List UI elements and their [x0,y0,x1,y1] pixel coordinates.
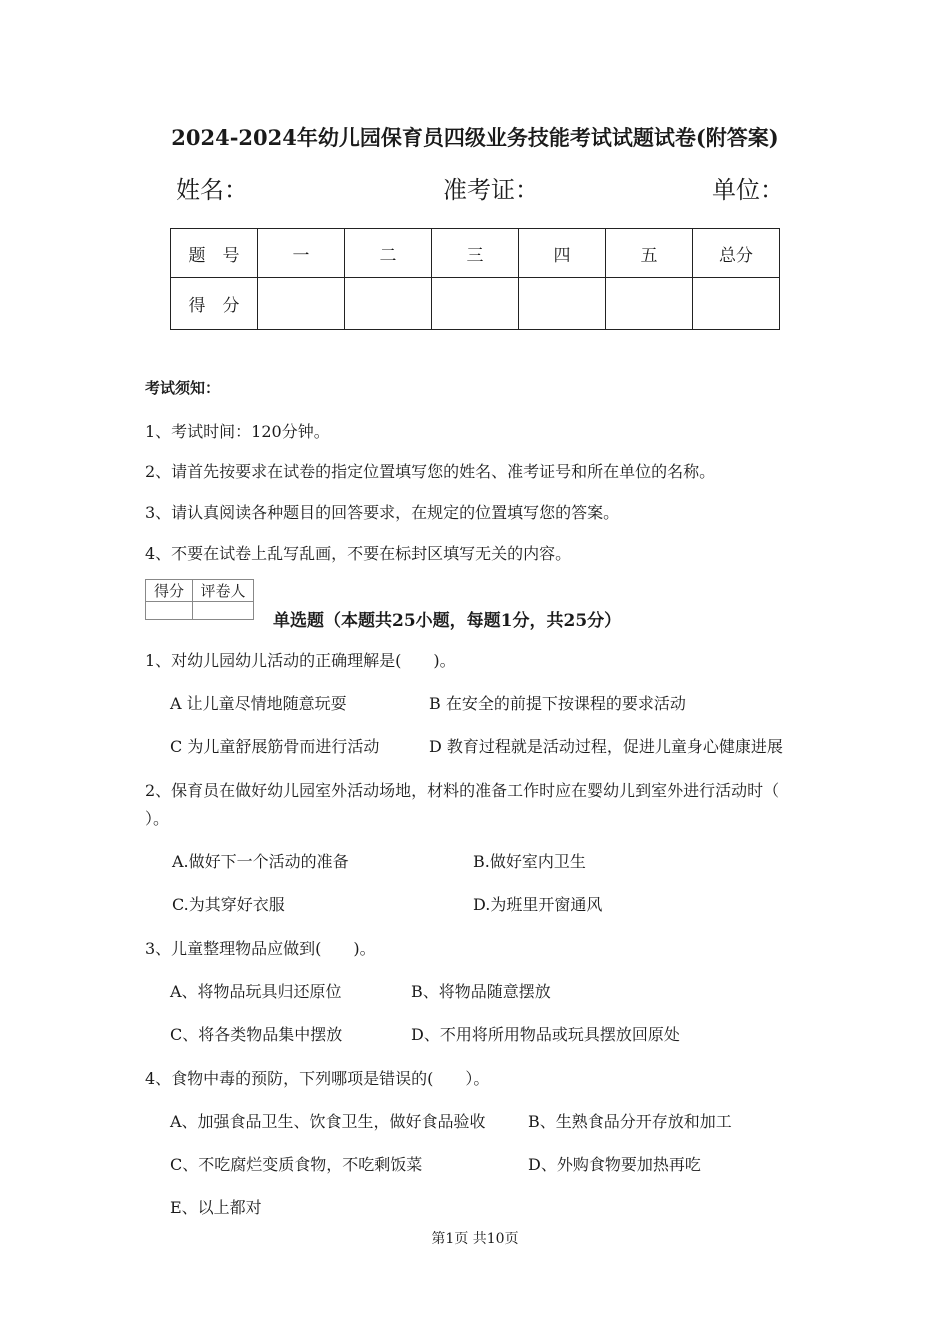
question-option: C、不吃腐烂变质食物，不吃剩饭菜 [170,1155,423,1174]
grader-reviewer-cell[interactable] [193,602,254,620]
question-option: A.做好下一个活动的准备 [172,852,349,871]
question-option: C、将各类物品集中摆放 [170,1025,343,1044]
score-row-label: 得 分 [171,278,258,330]
score-table-header-row [171,229,780,278]
notice-item: 3、请认真阅读各种题目的回答要求，在规定的位置填写您的答案。 [145,503,620,522]
score-cell[interactable] [693,278,780,330]
question-option: C.为其穿好衣服 [172,895,285,914]
section-title: 单选题（本题共25小题，每题1分，共25分） [273,611,622,631]
score-cell[interactable] [519,278,606,330]
score-header-cell: 五 [606,229,693,278]
score-cell[interactable] [606,278,693,330]
question-stem: 4、食物中毒的预防，下列哪项是错误的( ）。 [145,1069,490,1088]
name-field-label: 姓名： [176,176,248,204]
question-option: D.为班里开窗通风 [473,895,603,914]
score-header-cell: 一 [258,229,345,278]
question-option: D 教育过程就是活动过程，促进儿童身心健康进展 [429,737,783,756]
score-table [170,228,780,330]
question-option: A、加强食品卫生、饮食卫生，做好食品验收 [170,1112,486,1131]
grader-box [145,579,254,620]
question-option: A、将物品玩具归还原位 [170,982,342,1001]
question-option: B 在安全的前提下按课程的要求活动 [429,694,686,713]
question-option: D、外购食物要加热再吃 [528,1155,701,1174]
question-stem: 3、儿童整理物品应做到( )。 [145,939,376,958]
grader-reviewer-label: 评卷人 [193,580,254,602]
notice-item: 2、请首先按要求在试卷的指定位置填写您的姓名、准考证号和所在单位的名称。 [145,462,716,481]
question-option: C 为儿童舒展筋骨而进行活动 [170,737,380,756]
score-header-cell: 四 [519,229,606,278]
notice-heading: 考试须知： [145,379,221,397]
unit-field-label: 单位： [712,176,784,204]
score-header-cell: 三 [432,229,519,278]
score-cell[interactable] [432,278,519,330]
document-title: 2024-2024年幼儿园保育员四级业务技能考试试题试卷(附答案) [171,125,779,150]
page-footer: 第1页 共10页 [431,1231,519,1247]
score-cell[interactable] [345,278,432,330]
notice-item: 4、不要在试卷上乱写乱画，不要在标封区填写无关的内容。 [145,544,572,563]
question-option: D、不用将所用物品或玩具摆放回原处 [411,1025,680,1044]
score-header-cell: 总分 [693,229,780,278]
notice-item: 1、考试时间：120分钟。 [145,422,330,441]
score-header-cell: 题 号 [171,229,258,278]
grader-score-cell[interactable] [146,602,193,620]
question-option: B、生熟食品分开存放和加工 [528,1112,732,1131]
question-option: B、将物品随意摆放 [411,982,551,1001]
question-stem-continuation: ）。 [145,809,170,828]
score-header-cell: 二 [345,229,432,278]
score-cell[interactable] [258,278,345,330]
question-option: A 让儿童尽情地随意玩耍 [170,694,347,713]
question-option: B.做好室内卫生 [473,852,586,871]
score-table-score-row [171,278,780,330]
exam-id-field-label: 准考证： [443,176,539,204]
question-stem: 1、对幼儿园幼儿活动的正确理解是( )。 [145,651,456,670]
grader-score-label: 得分 [146,580,193,602]
question-option: E、以上都对 [170,1198,262,1217]
question-stem: 2、保育员在做好幼儿园室外活动场地，材料的准备工作时应在婴幼儿到室外进行活动时（ [145,781,780,800]
